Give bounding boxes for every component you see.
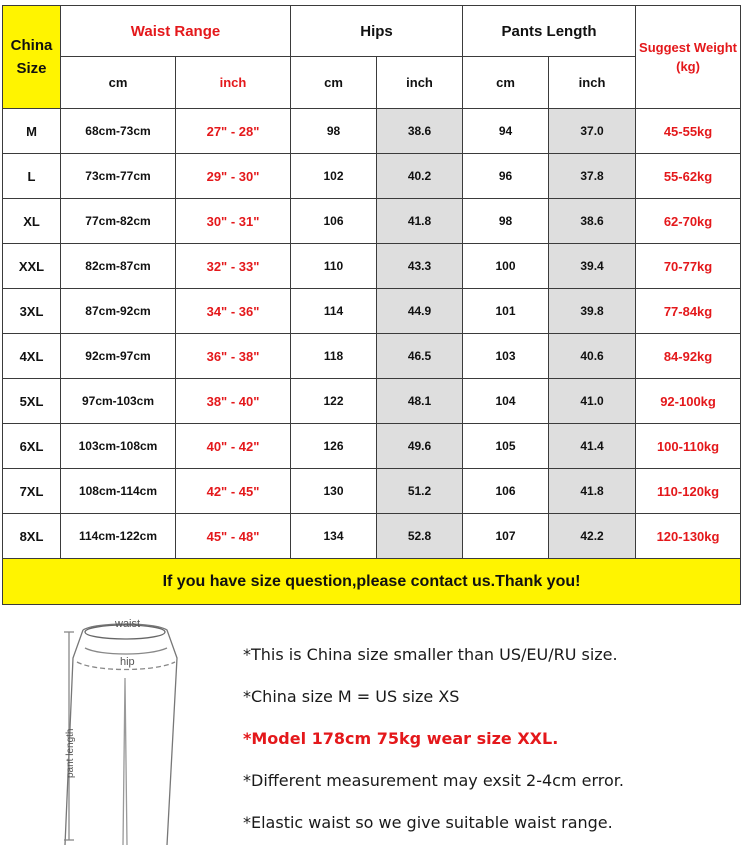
waist-cm-header: cm (61, 57, 176, 109)
pants-diagram (55, 618, 205, 845)
hips-inch-cell: 41.8 (377, 199, 463, 244)
note-measurement-error: *Different measurement may exsit 2-4cm error. (243, 771, 624, 790)
table-row (3, 469, 741, 514)
hips-cm-cell: 110 (291, 244, 377, 289)
length-cm-header: cm (463, 57, 549, 109)
weight-cell: 45-55kg (636, 109, 741, 154)
weight-cell: 70-77kg (636, 244, 741, 289)
diagram-waist-label: waist (115, 618, 141, 630)
table-row (3, 154, 741, 199)
length-inch-cell: 41.4 (549, 424, 636, 469)
hips-inch-cell: 48.1 (377, 379, 463, 424)
size-cell: 8XL (3, 514, 61, 559)
weight-cell: 120-130kg (636, 514, 741, 559)
table-row (3, 334, 741, 379)
size-header: China Size (3, 6, 61, 109)
hips-inch-cell: 43.3 (377, 244, 463, 289)
contact-banner: If you have size question,please contact us.Thank you! (3, 559, 741, 605)
hips-inch-cell: 38.6 (377, 109, 463, 154)
length-inch-cell: 41.0 (549, 379, 636, 424)
waist-cm-cell: 82cm-87cm (61, 244, 176, 289)
table-row (3, 424, 741, 469)
weight-cell: 92-100kg (636, 379, 741, 424)
info-section (0, 610, 742, 845)
waist-cm-cell: 77cm-82cm (61, 199, 176, 244)
waist-inch-cell: 34" - 36" (176, 289, 291, 334)
hips-cm-header: cm (291, 57, 377, 109)
waist-cm-cell: 108cm-114cm (61, 469, 176, 514)
weight-cell: 77-84kg (636, 289, 741, 334)
size-cell: 5XL (3, 379, 61, 424)
size-cell: 7XL (3, 469, 61, 514)
hips-inch-header: inch (377, 57, 463, 109)
hips-inch-cell: 49.6 (377, 424, 463, 469)
hips-header: Hips (291, 6, 463, 57)
weight-cell: 62-70kg (636, 199, 741, 244)
hips-cm-cell: 102 (291, 154, 377, 199)
length-header: Pants Length (463, 6, 636, 57)
waist-inch-cell: 40" - 42" (176, 424, 291, 469)
note-elastic-waist: *Elastic waist so we give suitable waist range. (243, 813, 613, 832)
weight-cell: 84-92kg (636, 334, 741, 379)
length-inch-cell: 39.4 (549, 244, 636, 289)
length-cm-cell: 98 (463, 199, 549, 244)
waist-cm-cell: 92cm-97cm (61, 334, 176, 379)
table-row (3, 379, 741, 424)
waist-cm-cell: 87cm-92cm (61, 289, 176, 334)
waist-inch-cell: 29" - 30" (176, 154, 291, 199)
hips-cm-cell: 98 (291, 109, 377, 154)
length-cm-cell: 106 (463, 469, 549, 514)
waist-cm-cell: 97cm-103cm (61, 379, 176, 424)
length-cm-cell: 105 (463, 424, 549, 469)
waist-inch-cell: 30" - 31" (176, 199, 291, 244)
waist-cm-cell: 103cm-108cm (61, 424, 176, 469)
table-row (3, 109, 741, 154)
size-rows (3, 109, 741, 559)
diagram-hip-label: hip (120, 656, 135, 668)
note-china-size: *This is China size smaller than US/EU/RU size. (243, 645, 618, 664)
weight-cell: 100-110kg (636, 424, 741, 469)
size-cell: 4XL (3, 334, 61, 379)
hips-inch-cell: 44.9 (377, 289, 463, 334)
waist-cm-cell: 114cm-122cm (61, 514, 176, 559)
length-cm-cell: 104 (463, 379, 549, 424)
hips-cm-cell: 126 (291, 424, 377, 469)
length-cm-cell: 94 (463, 109, 549, 154)
length-inch-cell: 38.6 (549, 199, 636, 244)
weight-cell: 110-120kg (636, 469, 741, 514)
hips-inch-cell: 40.2 (377, 154, 463, 199)
hips-cm-cell: 130 (291, 469, 377, 514)
hips-inch-cell: 52.8 (377, 514, 463, 559)
table-row (3, 244, 741, 289)
waist-inch-cell: 36" - 38" (176, 334, 291, 379)
length-inch-cell: 37.0 (549, 109, 636, 154)
waist-inch-cell: 38" - 40" (176, 379, 291, 424)
length-cm-cell: 101 (463, 289, 549, 334)
hips-cm-cell: 118 (291, 334, 377, 379)
length-inch-cell: 37.8 (549, 154, 636, 199)
size-notes (243, 644, 624, 854)
waist-inch-header: inch (176, 57, 291, 109)
hips-cm-cell: 122 (291, 379, 377, 424)
waist-inch-cell: 27" - 28" (176, 109, 291, 154)
length-inch-cell: 39.8 (549, 289, 636, 334)
size-cell: 3XL (3, 289, 61, 334)
waist-cm-cell: 68cm-73cm (61, 109, 176, 154)
note-model-size: *Model 178cm 75kg wear size XXL. (243, 729, 559, 748)
waist-inch-cell: 45" - 48" (176, 514, 291, 559)
note-us-size: *China size M = US size XS (243, 687, 460, 706)
waist-inch-cell: 42" - 45" (176, 469, 291, 514)
size-cell: XXL (3, 244, 61, 289)
size-cell: 6XL (3, 424, 61, 469)
hips-inch-cell: 46.5 (377, 334, 463, 379)
weight-cell: 55-62kg (636, 154, 741, 199)
table-row (3, 514, 741, 559)
length-cm-cell: 100 (463, 244, 549, 289)
hips-inch-cell: 51.2 (377, 469, 463, 514)
length-cm-cell: 103 (463, 334, 549, 379)
size-cell: XL (3, 199, 61, 244)
length-inch-cell: 41.8 (549, 469, 636, 514)
hips-cm-cell: 106 (291, 199, 377, 244)
hips-cm-cell: 114 (291, 289, 377, 334)
length-inch-cell: 42.2 (549, 514, 636, 559)
length-inch-cell: 40.6 (549, 334, 636, 379)
length-cm-cell: 107 (463, 514, 549, 559)
table-row (3, 289, 741, 334)
size-table (2, 5, 741, 605)
hips-cm-cell: 134 (291, 514, 377, 559)
waist-inch-cell: 32" - 33" (176, 244, 291, 289)
length-cm-cell: 96 (463, 154, 549, 199)
weight-header: Suggest Weight (kg) (636, 6, 741, 109)
diagram-length-label: pant length (65, 728, 76, 778)
table-row (3, 199, 741, 244)
size-cell: L (3, 154, 61, 199)
waist-header: Waist Range (61, 6, 291, 57)
length-inch-header: inch (549, 57, 636, 109)
size-cell: M (3, 109, 61, 154)
waist-cm-cell: 73cm-77cm (61, 154, 176, 199)
